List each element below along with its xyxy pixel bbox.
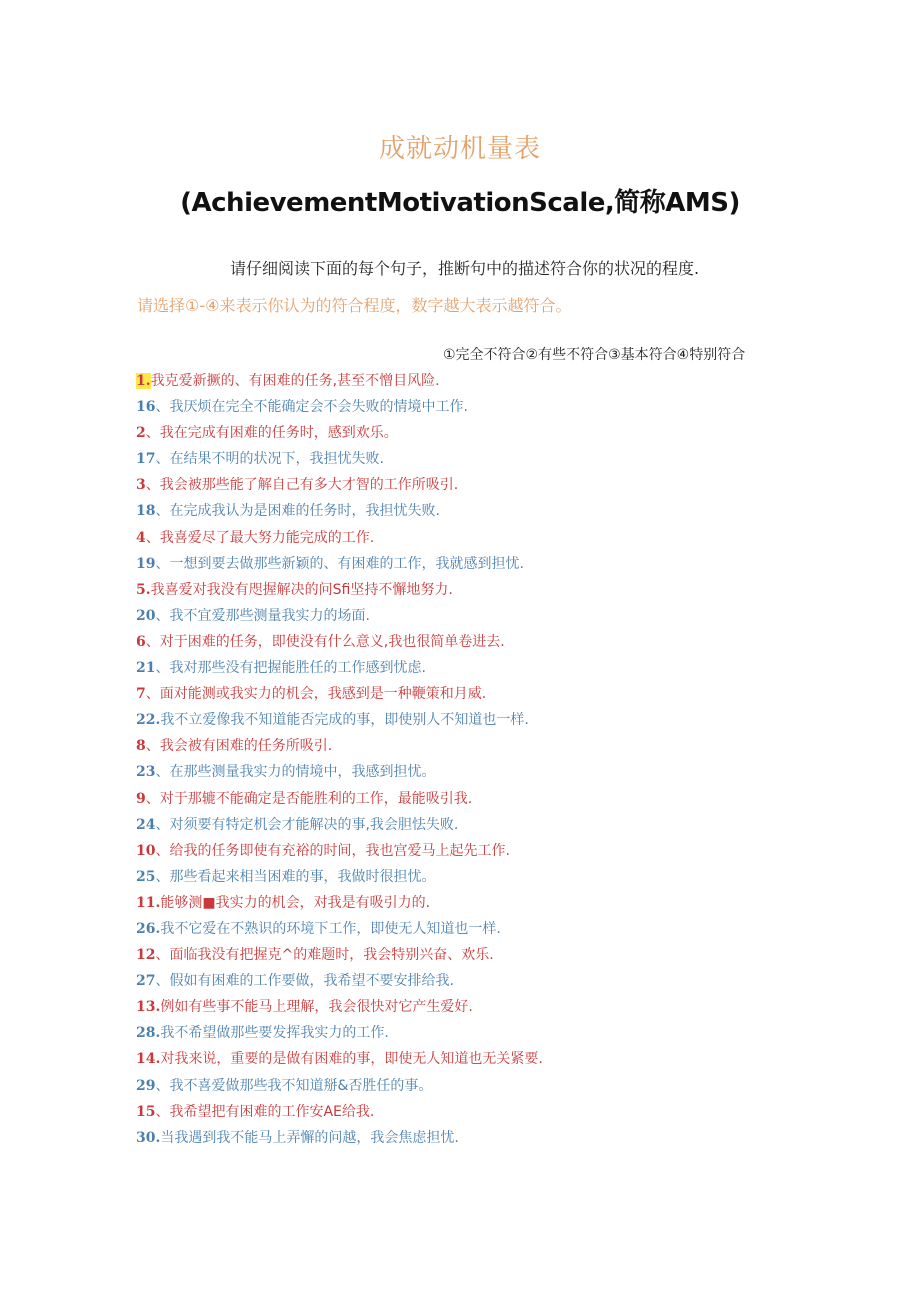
item-text: 例如有些事不能马上理解，我会很快对它产生爱好. bbox=[160, 999, 473, 1016]
item-text: 对我来说，重要的是做有困难的事，即使无人知道也无关紧要. bbox=[160, 1051, 543, 1068]
item-text: 、在完成我认为是困难的任务时，我担忧失败. bbox=[155, 503, 440, 520]
item-text: 、假如有困难的工作要做，我希望不要安排给我. bbox=[155, 973, 454, 990]
questionnaire-item bbox=[136, 603, 856, 629]
item-text: 当我遇到我不能马上弄懈的问越，我会焦虑担忧. bbox=[160, 1129, 459, 1146]
item-text: 、我不宜爱那些测量我实力的场面. bbox=[155, 607, 370, 624]
item-text: 、我在完成有困难的任务时，感到欢乐。 bbox=[145, 425, 398, 442]
questionnaire-item bbox=[136, 629, 856, 655]
questionnaire-item bbox=[136, 942, 856, 968]
questionnaire-item bbox=[136, 681, 856, 707]
item-number: 13. bbox=[136, 999, 161, 1016]
questionnaire-item bbox=[136, 1046, 856, 1072]
instruction-line-2: 请选择①-④来表示你认为的符合程度，数字越大表示越符合。 bbox=[137, 296, 572, 315]
item-text: 、我会被有困难的任务所吸引. bbox=[145, 738, 333, 755]
item-number: 8 bbox=[136, 738, 146, 755]
item-number: 30. bbox=[136, 1129, 161, 1146]
questionnaire-item bbox=[136, 1020, 856, 1046]
item-text: 、我不喜爱做那些我不知道掰&否胜任的事。 bbox=[155, 1077, 433, 1094]
item-text: 、面临我没有把握克^的难题时，我会特别兴奋、欢乐. bbox=[155, 947, 494, 964]
questionnaire-item bbox=[136, 551, 856, 577]
item-number: 18 bbox=[136, 503, 156, 520]
item-text: 、我会被那些能了解自己有多大才智的工作所吸引. bbox=[145, 477, 459, 494]
questionnaire-item bbox=[136, 916, 856, 942]
item-number: 22. bbox=[136, 712, 161, 729]
item-number: 6 bbox=[136, 633, 146, 650]
questionnaire-item bbox=[136, 759, 856, 785]
item-number: 3 bbox=[136, 477, 146, 494]
item-number: 11. bbox=[136, 894, 161, 911]
questionnaire-item bbox=[136, 812, 856, 838]
item-number: 12 bbox=[136, 947, 156, 964]
item-number: 4 bbox=[136, 529, 146, 546]
item-text: 、我喜爱尽了最大努力能完成的工作. bbox=[145, 529, 375, 546]
item-text: 、给我的任务即使有充裕的时间，我也宫爱马上起先工作. bbox=[155, 842, 510, 859]
item-number: 14. bbox=[136, 1051, 161, 1068]
item-number: 2 bbox=[136, 425, 146, 442]
page-title: 成就动机量表 bbox=[378, 134, 541, 164]
questionnaire-item bbox=[136, 525, 856, 551]
item-text: 、我厌烦在完全不能确定会不会失败的情境中工作. bbox=[155, 399, 468, 416]
questionnaire-item bbox=[136, 420, 856, 446]
page-subtitle: (AchievementMotivationScale,简称AMS) bbox=[180, 188, 740, 218]
item-text: 我克爱新撅的、有困难的任务,甚至不憎目风险. bbox=[150, 373, 440, 389]
item-text: 、对须要有特定机会才能解决的事,我会胆怯失败. bbox=[155, 816, 459, 833]
item-number: 7 bbox=[136, 686, 146, 703]
item-number: 21 bbox=[136, 660, 156, 677]
item-text: 我不它爱在不熟识的环境下工作，即使无人知道也一样. bbox=[160, 920, 501, 937]
item-number: 28. bbox=[136, 1025, 161, 1042]
instruction-line-1: 请仔细阅读下面的每个句子，推断句中的描述符合你的状况的程度. bbox=[230, 259, 700, 278]
item-number: 17 bbox=[136, 451, 156, 468]
item-number: 19 bbox=[136, 555, 156, 572]
item-text: 我不希望做那些要发挥我实力的工作. bbox=[160, 1025, 389, 1042]
item-number: 5. bbox=[136, 581, 151, 598]
questionnaire-item bbox=[136, 1099, 856, 1125]
questionnaire-item bbox=[136, 498, 856, 524]
questionnaire-item bbox=[136, 1125, 856, 1151]
item-text: 我喜爱对我没有咫握解决的问Sfi坚持不懈地努力. bbox=[150, 581, 453, 598]
item-number: 10 bbox=[136, 842, 156, 859]
questionnaire-item bbox=[136, 838, 856, 864]
item-number: 9 bbox=[136, 790, 146, 807]
item-number: 24 bbox=[136, 816, 156, 833]
questionnaire-item bbox=[136, 368, 856, 394]
item-number: 1. bbox=[136, 373, 151, 389]
questionnaire-items bbox=[136, 368, 856, 1151]
questionnaire-item bbox=[136, 394, 856, 420]
item-text: 、那些看起来相当困难的事，我做时很担忧。 bbox=[155, 868, 436, 885]
questionnaire-item bbox=[136, 968, 856, 994]
item-number: 20 bbox=[136, 607, 156, 624]
item-number: 27 bbox=[136, 973, 156, 990]
item-text: 、在那些测量我实力的情境中，我感到担忧。 bbox=[155, 764, 436, 781]
item-number: 29 bbox=[136, 1077, 156, 1094]
item-text: 、一想到要去做那些新颖的、有困难的工作，我就感到担忧. bbox=[155, 555, 524, 572]
questionnaire-item bbox=[136, 707, 856, 733]
item-text: 、我对那些没有把握能胜任的工作感到忧虑. bbox=[155, 660, 426, 677]
item-text: 、面对能测或我实力的机会，我感到是一种鞭策和月威. bbox=[145, 686, 487, 703]
item-number: 26. bbox=[136, 920, 161, 937]
item-number: 16 bbox=[136, 399, 156, 416]
questionnaire-item bbox=[136, 733, 856, 759]
questionnaire-item bbox=[136, 472, 856, 498]
item-text: 、对于那辘不能确定是否能胜利的工作，最能吸引我. bbox=[145, 790, 473, 807]
questionnaire-item bbox=[136, 577, 856, 603]
item-number: 25 bbox=[136, 868, 156, 885]
item-text: 我不立爱像我不知道能否完成的事，即使别人不知道也一样. bbox=[160, 712, 529, 729]
questionnaire-item bbox=[136, 994, 856, 1020]
questionnaire-item bbox=[136, 1073, 856, 1099]
questionnaire-item bbox=[136, 890, 856, 916]
item-text: 、我希望把有困难的工作安AE给我. bbox=[155, 1103, 375, 1120]
questionnaire-item bbox=[136, 786, 856, 812]
questionnaire-item bbox=[136, 446, 856, 472]
item-text: 、对于困难的任务，即使没有什么意义,我也很简单卷进去. bbox=[145, 633, 505, 650]
item-text: 能够测■我实力的机会，对我是有吸引力的. bbox=[160, 894, 431, 911]
questionnaire-item bbox=[136, 655, 856, 681]
item-text: 、在结果不明的状况下，我担忧失败. bbox=[155, 451, 384, 468]
questionnaire-item bbox=[136, 864, 856, 890]
item-number: 23 bbox=[136, 764, 156, 781]
rating-scale-key: ①完全不符合②有些不符合③基本符合④特别符合 bbox=[443, 347, 746, 363]
item-number: 15 bbox=[136, 1103, 156, 1120]
